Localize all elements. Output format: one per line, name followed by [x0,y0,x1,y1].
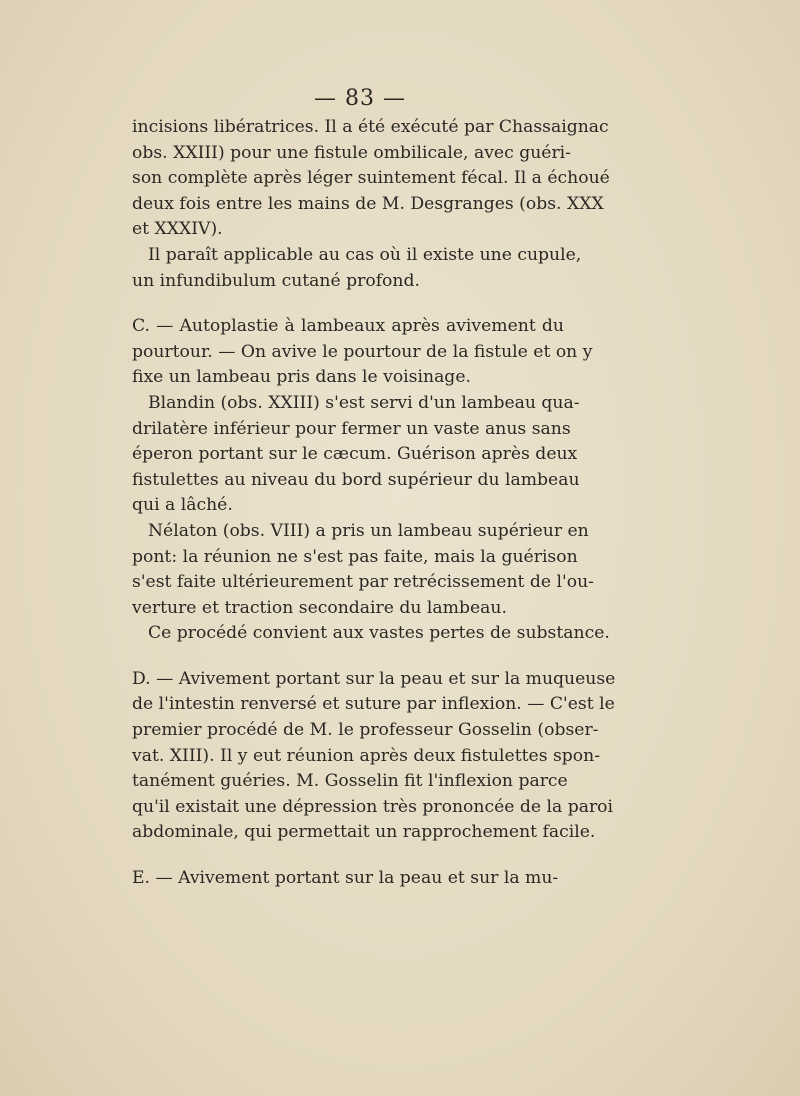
paragraph [132,115,610,243]
section-gap [132,294,564,314]
text-line: obs. XXIII) pour une fistule ombilicale, avec guéri- [132,142,571,163]
text-line: s'est faite ultérieurement par retrécissement de l'ou- [132,572,594,593]
text-line: deux fois entre les mains de M. Desgranges (obs. XXX [132,193,604,214]
text-line: Il paraît applicable au cas où il existe une cupule, [148,244,582,265]
text-line: Blandin (obs. XXIII) s'est servi d'un lambeau qua- [148,392,580,413]
text-line: qui a lâché. [132,495,233,516]
text-line: tanément guéries. M. Gosselin fit l'inflexion parce [132,771,568,792]
text-line: C. — Autoplastie à lambeaux après avivement du [132,316,564,337]
paragraph [132,391,580,519]
text-line: fixe un lambeau pris dans le voisinage. [132,367,471,388]
section-gap [132,647,564,667]
text-line: drilatère inférieur pour fermer un vaste anus sans [132,418,571,439]
page-number: — 83 — [314,86,406,111]
text-line: incisions libératrices. Il a été exécuté par Chassaignac [132,117,609,137]
text-line: de l'intestin renversé et suture par inflexion. — C'est le [132,694,615,715]
text-line: fistulettes au niveau du bord supérieur du lambeau [132,469,580,490]
paragraph [132,243,582,294]
text-line: son complète après léger suintement fécal. Il a échoué [132,168,610,189]
text-line: D. — Avivement portant sur la peau et sur la muqueuse [132,668,616,689]
text-line: pourtour. — On avive le pourtour de la fistule et on y [132,341,593,362]
text-line: premier procédé de M. le professeur Gosselin (obser- [132,720,599,741]
body-text [132,115,616,892]
paragraph [132,866,564,892]
text-line: pont: la réunion ne s'est pas faite, mais la guérison [132,546,578,567]
section-gap [132,846,564,866]
paragraph [132,519,594,621]
paragraph [132,621,610,647]
text-line: un infundibulum cutané profond. [132,270,420,291]
text-line: Ce procédé convient aux vastes pertes de substance. [148,623,610,644]
text-line: qu'il existait une dépression très prononcée de la paroi [132,796,614,817]
text-line: vat. XIII). Il y eut réunion après deux fistulettes spon- [132,745,601,766]
text-line: éperon portant sur le cæcum. Guérison après deux [132,444,578,465]
text-line: abdominale, qui permettait un rapprochement facile. [132,822,596,843]
text-line: E. — Avivement portant sur la peau et sur la mu- [132,868,559,889]
text-line: verture et traction secondaire du lambeau. [132,597,507,618]
text-line: et XXXIV). [132,219,223,240]
text-line: Nélaton (obs. VIII) a pris un lambeau supérieur en [148,520,589,541]
paragraph [132,314,593,391]
paragraph [132,667,616,846]
